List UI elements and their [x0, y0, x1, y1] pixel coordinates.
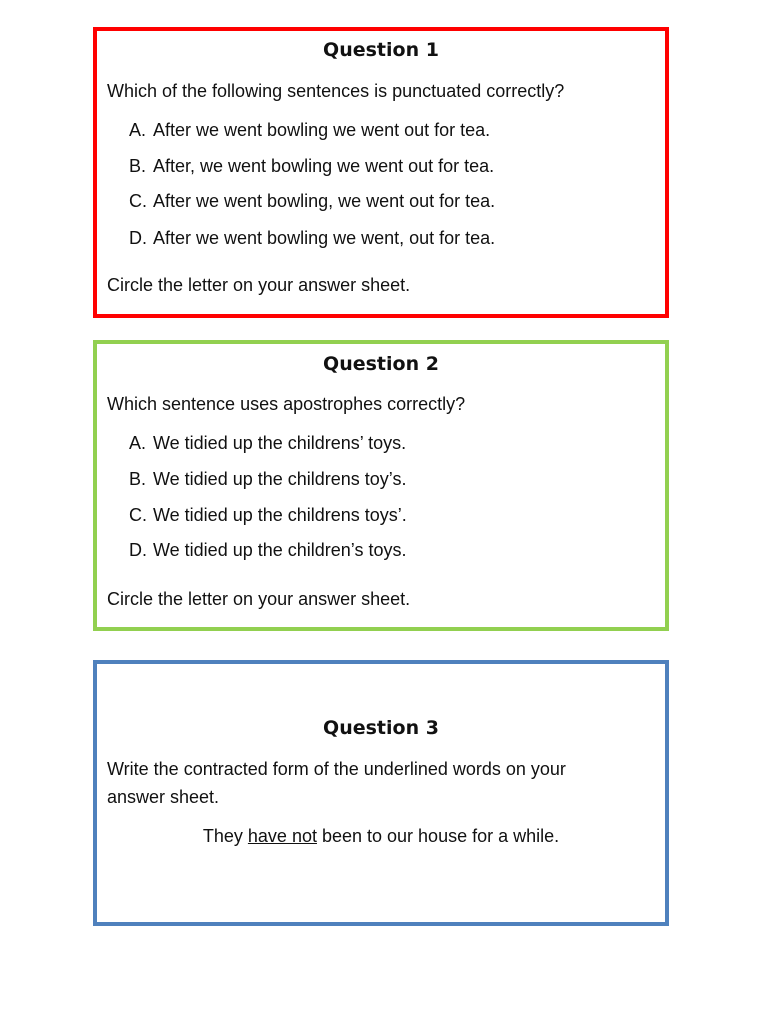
option-letter: D. [129, 540, 147, 560]
question-2-title: Question 2 [323, 353, 439, 375]
sentence-end: been to our house for a while. [316, 826, 560, 846]
option-text: We tidied up the childrens toy’s. [153, 469, 407, 489]
option-letter: A. [129, 433, 147, 453]
question-1-title: Question 1 [323, 39, 439, 61]
question-1-option-b [129, 156, 494, 177]
question-2-option-d [129, 540, 406, 561]
option-text: After we went bowling we went, out for tea. [153, 228, 496, 248]
sentence-start: They [202, 826, 248, 846]
question-3-card [93, 660, 669, 926]
option-letter: D. [129, 228, 147, 248]
option-text: We tidied up the childrens toys’. [153, 505, 407, 525]
option-letter: C. [129, 505, 147, 525]
question-1-footer: Circle the letter on your answer sheet. [107, 275, 411, 295]
question-2-prompt: Which sentence uses apostrophes correctly? [107, 394, 466, 414]
option-letter: B. [129, 156, 147, 176]
option-text: After we went bowling we went out for tea. [153, 120, 491, 140]
option-letter: C. [129, 191, 147, 211]
option-text: We tidied up the childrens’ toys. [153, 433, 407, 453]
question-2-card [93, 340, 669, 631]
question-1-option-c [129, 191, 495, 212]
option-text: After, we went bowling we went out for tea. [153, 156, 495, 176]
question-3-prompt-line-2: answer sheet. [107, 787, 220, 807]
question-3-title: Question 3 [323, 717, 439, 739]
question-2-option-c [129, 505, 407, 526]
underlined-words: have not [247, 826, 317, 846]
question-1-option-a [129, 120, 490, 141]
question-1-option-d [129, 228, 495, 249]
option-letter: B. [129, 469, 147, 489]
question-2-option-b [129, 469, 406, 490]
question-3-sentence [97, 826, 665, 847]
question-1-prompt: Which of the following sentences is punctuated correctly? [107, 81, 565, 101]
question-1-card [93, 27, 669, 318]
option-text: We tidied up the children’s toys. [153, 540, 407, 560]
question-3-prompt-line-1: Write the contracted form of the underlined words on your [107, 759, 566, 779]
question-2-option-a [129, 433, 406, 454]
option-text: After we went bowling, we went out for tea. [153, 191, 496, 211]
option-letter: A. [129, 120, 147, 140]
question-2-footer: Circle the letter on your answer sheet. [107, 589, 411, 609]
